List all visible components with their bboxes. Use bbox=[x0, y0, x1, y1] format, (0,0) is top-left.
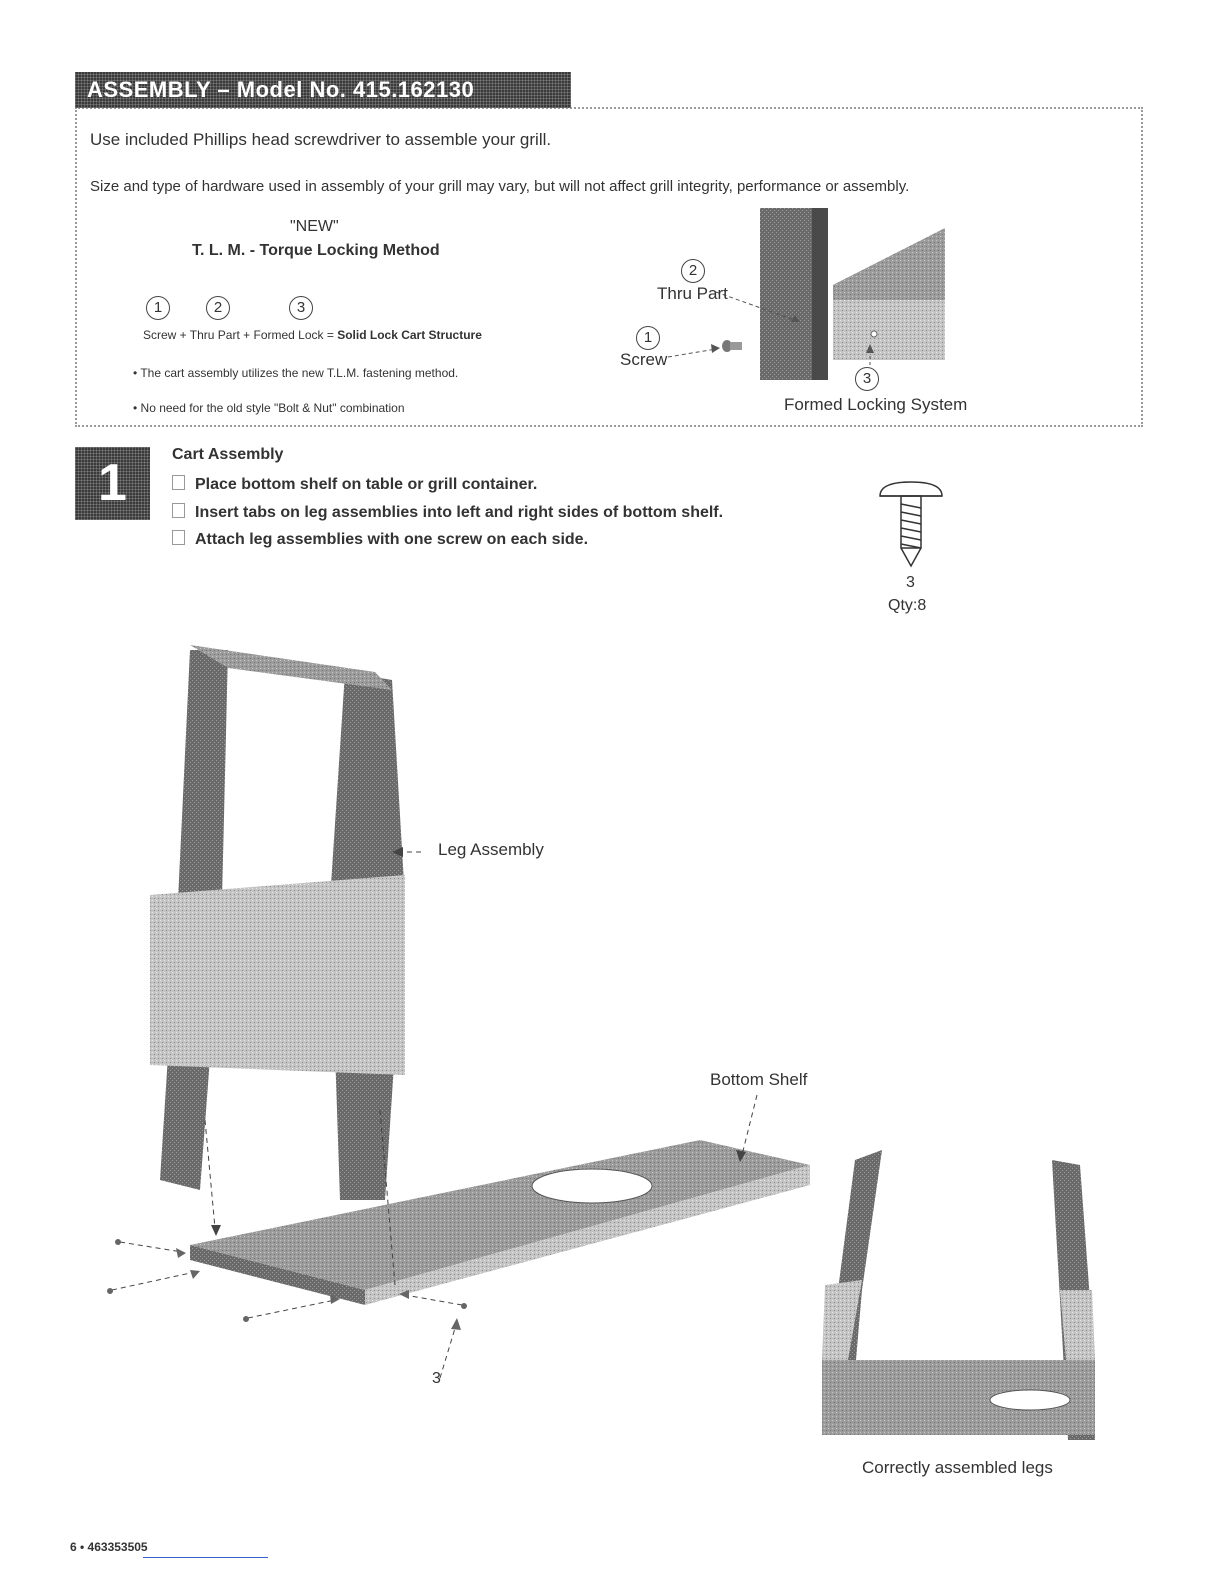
assembled-legs-caption: Correctly assembled legs bbox=[862, 1458, 1053, 1477]
section-banner: ASSEMBLY – Model No. 415.162130 bbox=[75, 72, 571, 108]
step-item-text: Place bottom shelf on table or grill container. bbox=[195, 476, 538, 493]
bottom-shelf bbox=[190, 1140, 810, 1305]
leg-assembly bbox=[150, 645, 405, 1200]
screw-callout: 3 bbox=[432, 1370, 441, 1387]
screw-number: 1 bbox=[636, 326, 660, 350]
hardware-qty: Qty:8 bbox=[888, 597, 927, 614]
formed-locking-label: Formed Locking System bbox=[784, 395, 968, 414]
thru-part-label: Thru Part bbox=[657, 284, 728, 303]
screw-label: Screw bbox=[620, 350, 668, 369]
bullet-tlm: • The cart assembly utilizes the new T.L.M. fastening method. bbox=[133, 366, 459, 380]
bottom-shelf-label: Bottom Shelf bbox=[710, 1070, 808, 1089]
thru-number: 2 bbox=[681, 259, 705, 283]
step-item-text: Attach leg assemblies with one screw on each side. bbox=[195, 531, 589, 548]
step-number-2: 2 bbox=[206, 296, 230, 320]
bullet-bolt-nut: • No need for the old style "Bolt & Nut" combination bbox=[133, 401, 405, 415]
step-number-3: 3 bbox=[289, 296, 313, 320]
step-number-box: 1 bbox=[75, 447, 150, 520]
intro-text: Use included Phillips head screwdriver to assemble your grill. bbox=[90, 130, 552, 149]
formula-result: Solid Lock Cart Structure bbox=[337, 328, 482, 342]
page-number: 6 • 463353505 bbox=[70, 1540, 148, 1554]
footer-divider bbox=[143, 1557, 268, 1558]
step-number-1: 1 bbox=[146, 296, 170, 320]
hardware-note: Size and type of hardware used in assembly of your grill may vary, but will not affect grill integrity, performance or assembly. bbox=[90, 178, 910, 195]
hardware-part-number: 3 bbox=[906, 574, 915, 591]
formed-number: 3 bbox=[855, 367, 879, 391]
tlm-title: T. L. M. - Torque Locking Method bbox=[192, 242, 440, 259]
shelf-hole bbox=[532, 1169, 652, 1203]
leg-assembly-label: Leg Assembly bbox=[438, 840, 544, 859]
step-item-text: Insert tabs on leg assemblies into left and right sides of bottom shelf. bbox=[195, 504, 724, 521]
assembled-legs bbox=[822, 1150, 1095, 1440]
new-label: "NEW" bbox=[290, 218, 339, 235]
formula-text: Screw + Thru Part + Formed Lock = bbox=[143, 328, 338, 342]
step-title: Cart Assembly bbox=[172, 446, 284, 463]
